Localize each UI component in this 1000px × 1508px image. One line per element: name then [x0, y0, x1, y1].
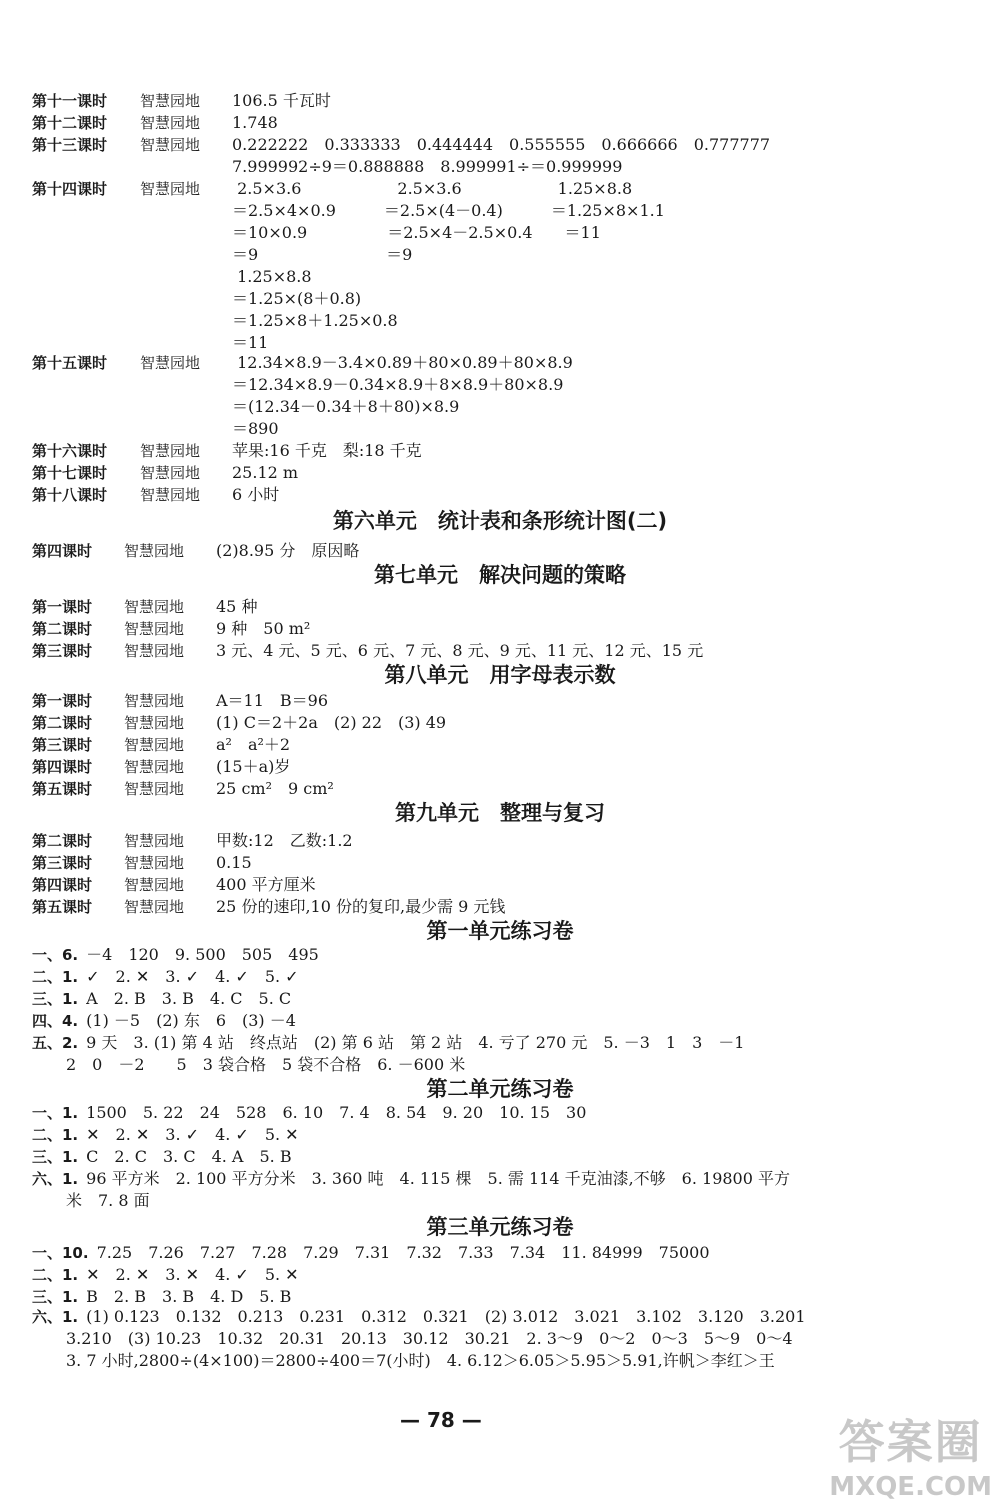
- answer-line: [32, 1032, 744, 1054]
- answer-line: [32, 712, 446, 734]
- answer-line: [32, 112, 278, 134]
- line-text: 米 7. 8 面: [66, 1191, 150, 1210]
- line-label: 二、1.: [32, 968, 79, 986]
- answer-line: [66, 1054, 465, 1076]
- line-tag: 智慧园地: [124, 642, 185, 660]
- line-label: 五、2.: [32, 1034, 79, 1052]
- line-tag: 智慧园地: [124, 692, 185, 710]
- answer-line: [32, 1306, 806, 1328]
- answer-line: [32, 690, 328, 712]
- answer-line: [32, 618, 310, 640]
- answer-line: [32, 484, 279, 506]
- answer-line: [232, 418, 279, 440]
- line-tag: 智慧园地: [140, 92, 201, 110]
- line-label: 第十二课时: [32, 114, 108, 132]
- line-tag: 智慧园地: [124, 736, 185, 754]
- line-tag: 智慧园地: [124, 714, 185, 732]
- line-text: 0.15: [216, 853, 252, 872]
- line-text: 6 小时: [232, 485, 280, 504]
- line-label: 第十七课时: [32, 464, 108, 482]
- line-text: 12.34×8.9－3.4×0.89＋80×0.89＋80×8.9: [232, 353, 573, 372]
- line-text: 3. 7 小时,2800÷(4×100)＝2800÷400＝7(小时) 4. 6.12＞6.05＞5.95＞5.91,许帆＞李红＞王: [66, 1351, 775, 1370]
- answer-line: [32, 440, 422, 462]
- answer-line: [32, 896, 505, 918]
- line-text: ＝1.25×(8＋0.8): [232, 289, 362, 308]
- line-label: 第十五课时: [32, 354, 108, 372]
- line-text: －4 120 9. 500 505 495: [86, 945, 319, 964]
- answer-line: [32, 134, 770, 156]
- line-text: (1) －5 (2) 东 6 (3) －4: [86, 1011, 296, 1030]
- line-tag: 智慧园地: [124, 854, 185, 872]
- line-tag: 智慧园地: [124, 758, 185, 776]
- answer-line: [32, 352, 573, 374]
- line-text: 7.999992÷9＝0.888888 8.999991÷＝0.999999: [232, 157, 623, 176]
- answer-line: [232, 374, 563, 396]
- line-label: 一、6.: [32, 946, 79, 964]
- line-text: ＝2.5×4×0.9 ＝2.5×(4－0.4) ＝1.25×8×1.1: [232, 201, 665, 220]
- section-heading: 第七单元 解决问题的策略: [374, 563, 626, 587]
- line-text: 甲数:12 乙数:1.2: [216, 831, 353, 850]
- answer-line: [32, 852, 252, 874]
- line-label: 第四课时: [32, 542, 93, 560]
- line-label: 一、1.: [32, 1104, 79, 1122]
- answer-line: [32, 988, 291, 1010]
- answer-line: [32, 640, 703, 662]
- watermark-top: 答案圈: [838, 1415, 983, 1469]
- line-text: A＝11 B＝96: [216, 691, 329, 710]
- line-label: 第十一课时: [32, 92, 108, 110]
- line-tag: 智慧园地: [140, 180, 201, 198]
- line-text: 96 平方米 2. 100 平方分米 3. 360 吨 4. 115 棵 5. 需 114 千克油漆,不够 6. 19800 平方: [86, 1169, 791, 1188]
- line-text: 2.5×3.6 2.5×3.6 1.25×8.8: [232, 179, 633, 198]
- line-label: 三、1.: [32, 990, 79, 1008]
- answer-line: [232, 200, 665, 222]
- line-text: ＝(12.34－0.34＋8＋80)×8.9: [232, 397, 460, 416]
- line-label: 第二课时: [32, 714, 93, 732]
- line-label: 六、1.: [32, 1308, 79, 1326]
- line-label: 第一课时: [32, 598, 93, 616]
- line-tag: 智慧园地: [140, 486, 201, 504]
- line-label: 第三课时: [32, 736, 93, 754]
- line-tag: 智慧园地: [124, 898, 185, 916]
- line-text: 0.222222 0.333333 0.444444 0.555555 0.666666 0.777777: [232, 135, 771, 154]
- line-label: 第五课时: [32, 898, 93, 916]
- line-text: 25.12 m: [232, 463, 299, 482]
- answer-line: [232, 288, 361, 310]
- line-tag: 智慧园地: [140, 136, 201, 154]
- line-text: 7.25 7.26 7.27 7.28 7.29 7.31 7.32 7.33 7.34 11. 84999 75000: [96, 1243, 710, 1262]
- answer-line: [32, 1286, 291, 1308]
- line-tag: 智慧园地: [140, 464, 201, 482]
- line-label: 二、1.: [32, 1126, 79, 1144]
- line-text: 9 天 3. (1) 第 4 站 终点站 (2) 第 6 站 第 2 站 4. 亏了 270 元 5. －3 1 3 －1: [86, 1033, 745, 1052]
- answer-line: [232, 332, 268, 354]
- line-tag: 智慧园地: [140, 114, 201, 132]
- line-label: 第三课时: [32, 642, 93, 660]
- answer-line: [32, 1010, 296, 1032]
- section-heading: 第九单元 整理与复习: [395, 801, 605, 825]
- line-tag: 智慧园地: [124, 598, 185, 616]
- line-label: 第十三课时: [32, 136, 108, 154]
- line-text: 1500 5. 22 24 528 6. 10 7. 4 8. 54 9. 20 10. 15 30: [86, 1103, 587, 1122]
- line-label: 第四课时: [32, 876, 93, 894]
- line-text: ✓ 2. ✕ 3. ✓ 4. ✓ 5. ✓: [86, 967, 299, 986]
- line-text: 400 平方厘米: [216, 875, 316, 894]
- line-label: 二、1.: [32, 1266, 79, 1284]
- line-text: 2 0 －2 5 3 袋合格 5 袋不合格 6. －600 米: [66, 1055, 466, 1074]
- line-tag: 智慧园地: [124, 780, 185, 798]
- section-heading: 第八单元 用字母表示数: [384, 663, 616, 687]
- answer-line: [32, 596, 257, 618]
- line-text: ✕ 2. ✕ 3. ✓ 4. ✓ 5. ✕: [86, 1125, 299, 1144]
- line-tag: 智慧园地: [124, 542, 185, 560]
- line-text: 25 cm² 9 cm²: [216, 779, 334, 798]
- line-text: 9 种 50 m²: [216, 619, 311, 638]
- line-label: 三、1.: [32, 1148, 79, 1166]
- answer-line: [32, 462, 298, 484]
- line-text: 3.210 (3) 10.23 10.32 20.31 20.13 30.12 30.21 2. 3～9 0～2 0～3 5～9 0～4: [66, 1329, 793, 1348]
- line-label: 第四课时: [32, 758, 93, 776]
- line-text: ✕ 2. ✕ 3. ✕ 4. ✓ 5. ✕: [86, 1265, 299, 1284]
- answer-line: [32, 944, 319, 966]
- answer-line: [32, 178, 632, 200]
- watermark-logo: [829, 1406, 992, 1502]
- section-heading: 第一单元练习卷: [426, 919, 574, 943]
- answer-line: [32, 966, 299, 988]
- line-text: C 2. C 3. C 4. A 5. B: [86, 1147, 292, 1166]
- answer-line: [32, 874, 316, 896]
- line-label: 第十八课时: [32, 486, 108, 504]
- line-tag: 智慧园地: [124, 832, 185, 850]
- answer-line: [66, 1190, 150, 1212]
- line-text: ＝10×0.9 ＝2.5×4－2.5×0.4 ＝11: [232, 223, 601, 242]
- line-tag: 智慧园地: [124, 876, 185, 894]
- answer-line: [32, 1124, 299, 1146]
- line-text: a² a²＋2: [216, 735, 291, 754]
- line-tag: 智慧园地: [140, 354, 201, 372]
- line-text: ＝12.34×8.9－0.34×8.9＋8×8.9＋80×8.9: [232, 375, 564, 394]
- line-text: 106.5 千瓦时: [232, 91, 331, 110]
- answer-line: [66, 1350, 775, 1372]
- line-label: 第二课时: [32, 620, 93, 638]
- answer-line: [232, 266, 312, 288]
- answer-line: [32, 1146, 292, 1168]
- line-label: 六、1.: [32, 1170, 79, 1188]
- line-text: ＝1.25×8＋1.25×0.8: [232, 311, 398, 330]
- line-text: 3 元、4 元、5 元、6 元、7 元、8 元、9 元、11 元、12 元、15 元: [216, 641, 704, 660]
- answer-line: [232, 156, 622, 178]
- answer-line: [32, 1264, 299, 1286]
- line-text: 1.748: [232, 113, 278, 132]
- line-text: (15＋a)岁: [216, 757, 291, 776]
- answer-line: [32, 778, 334, 800]
- watermark-bottom: MXQE.COM: [829, 1472, 992, 1502]
- section-heading: 第六单元 统计表和条形统计图(二): [332, 509, 668, 533]
- line-text: 1.25×8.8: [232, 267, 312, 286]
- line-text: 25 份的速印,10 份的复印,最少需 9 元钱: [216, 897, 506, 916]
- answer-line: [232, 222, 601, 244]
- line-label: 三、1.: [32, 1288, 79, 1306]
- section-heading: 第二单元练习卷: [426, 1077, 574, 1101]
- line-text: ＝890: [232, 419, 279, 438]
- line-text: 45 种: [216, 597, 258, 616]
- line-text: B 2. B 3. B 4. D 5. B: [86, 1287, 292, 1306]
- section-heading: 第三单元练习卷: [426, 1215, 574, 1239]
- answer-line: [32, 756, 290, 778]
- line-label: 第二课时: [32, 832, 93, 850]
- answer-line: [32, 90, 331, 112]
- answer-line: [32, 734, 290, 756]
- line-label: 第三课时: [32, 854, 93, 872]
- line-tag: 智慧园地: [140, 442, 201, 460]
- line-label: 第一课时: [32, 692, 93, 710]
- answer-line: [32, 1242, 710, 1264]
- line-text: (1) C＝2＋2a (2) 22 (3) 49: [216, 713, 447, 732]
- line-text: 苹果:16 千克 梨:18 千克: [232, 441, 422, 460]
- line-tag: 智慧园地: [124, 620, 185, 638]
- answer-line: [32, 540, 359, 562]
- line-text: ＝11: [232, 333, 269, 352]
- line-text: (1) 0.123 0.132 0.213 0.231 0.312 0.321 (2) 3.012 3.021 3.102 3.120 3.201: [86, 1307, 806, 1326]
- answer-line: [32, 1168, 790, 1190]
- line-label: 第十六课时: [32, 442, 108, 460]
- answer-line: [232, 310, 398, 332]
- page-number: — 78 —: [400, 1408, 482, 1432]
- line-label: 四、4.: [32, 1012, 79, 1030]
- line-text: A 2. B 3. B 4. C 5. C: [86, 989, 292, 1008]
- answer-line: [66, 1328, 793, 1350]
- answer-line: [32, 830, 353, 852]
- answer-line: [232, 396, 459, 418]
- line-label: 第五课时: [32, 780, 93, 798]
- answer-line: [232, 244, 412, 266]
- line-label: 一、10.: [32, 1244, 89, 1262]
- line-label: 第十四课时: [32, 180, 108, 198]
- line-text: (2)8.95 分 原因略: [216, 541, 360, 560]
- answer-line: [32, 1102, 586, 1124]
- line-text: ＝9 ＝9: [232, 245, 413, 264]
